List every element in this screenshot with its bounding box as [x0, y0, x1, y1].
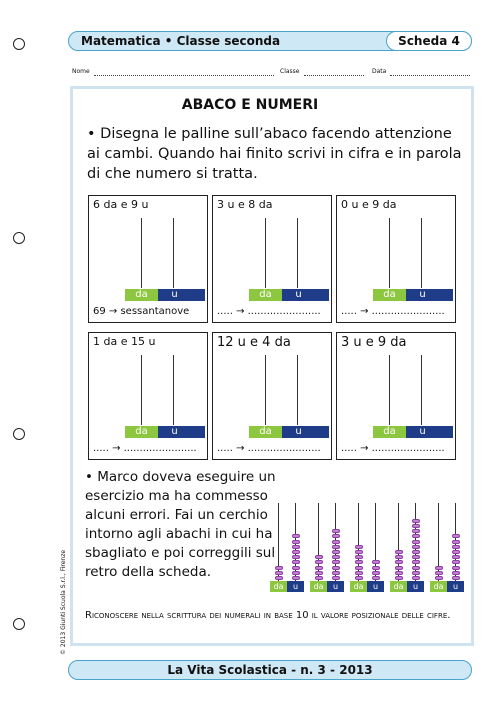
abacus-bead — [292, 566, 300, 570]
small-abacus-base — [310, 581, 344, 592]
abacus-rod-da — [389, 218, 390, 288]
classe-label: Classe — [280, 68, 300, 75]
base-filler — [191, 426, 205, 438]
abacus-rod-da — [141, 218, 142, 288]
abacus-label: 3 u e 8 da — [217, 198, 273, 211]
abacus-bead — [435, 566, 443, 570]
abacus-bead — [435, 576, 443, 580]
abacus-answer[interactable]: ..... → ....................... — [341, 306, 445, 317]
abacus-bead — [332, 571, 340, 575]
abacus-box[interactable] — [336, 332, 456, 460]
abacus-rod-u — [297, 218, 298, 288]
error-abacus[interactable] — [310, 498, 344, 593]
abacus-bead — [292, 534, 300, 538]
page-title: ABACO E NUMERI — [181, 97, 319, 113]
abacus-bead — [355, 560, 363, 564]
abacus-bead — [332, 555, 340, 559]
abacus-bead — [292, 571, 300, 575]
abacus-rod-u — [421, 218, 422, 288]
abacus-bead — [292, 540, 300, 544]
abacus-bead — [332, 566, 340, 570]
abacus-box[interactable] — [336, 195, 456, 323]
abacus-bead — [332, 540, 340, 544]
abacus-bead — [355, 571, 363, 575]
abacus-base — [125, 289, 205, 301]
abacus-bead — [452, 576, 460, 580]
small-base-da: da — [270, 581, 287, 592]
small-abacus-base — [270, 581, 304, 592]
abacus-base — [249, 426, 329, 438]
abacus-label: 0 u e 9 da — [341, 198, 397, 211]
small-base-u: u — [327, 581, 344, 592]
abacus-bead — [452, 566, 460, 570]
abacus-rod-u — [173, 355, 174, 425]
abacus-answer[interactable]: ..... → ....................... — [341, 443, 445, 454]
abacus-box[interactable] — [88, 332, 208, 460]
abacus-bead — [435, 571, 443, 575]
small-base-da: da — [310, 581, 327, 592]
abacus-bead — [332, 560, 340, 564]
learning-objective: Riconoscere nella scrittura dei numerali in base 10 il valore posizionale delle cifre. — [85, 610, 451, 621]
abacus-bead — [452, 545, 460, 549]
abacus-bead — [332, 545, 340, 549]
error-abacus[interactable] — [350, 498, 384, 593]
abacus-rod-u — [297, 355, 298, 425]
base-label-u: u — [282, 426, 315, 438]
small-base-u: u — [447, 581, 464, 592]
abacus-bead — [412, 540, 420, 544]
abacus-bead — [412, 529, 420, 533]
base-label-da: da — [125, 289, 158, 301]
abacus-bead — [395, 571, 403, 575]
abacus-bead — [412, 524, 420, 528]
base-label-u: u — [406, 426, 439, 438]
binder-hole-middle — [13, 232, 25, 244]
abacus-bead — [315, 576, 323, 580]
abacus-bead — [275, 576, 283, 580]
abacus-bead — [412, 534, 420, 538]
data-line — [390, 75, 470, 76]
abacus-label: 3 u e 9 da — [341, 335, 407, 350]
abacus-bead — [372, 566, 380, 570]
small-base-u: u — [407, 581, 424, 592]
abacus-bead — [452, 540, 460, 544]
binder-hole-top — [13, 38, 25, 50]
abacus-rod-da — [141, 355, 142, 425]
instruction-text: • Disegna le palline sull’abaco facendo attenzione ai cambi. Quando hai finito scrivi in cifra e in parola di che numero si tratta. — [87, 126, 462, 182]
abacus-bead — [292, 555, 300, 559]
small-base-u: u — [287, 581, 304, 592]
abacus-rod-u — [173, 218, 174, 288]
abacus-bead — [275, 571, 283, 575]
abacus-bead — [412, 576, 420, 580]
exercise-two-text: • Marco doveva eseguire un esercizio ma ha commesso alcuni errori. Fai un cerchio intorno agli abachi in cui ha sbagliato e poi correggili sul retro della scheda. — [85, 469, 276, 580]
small-base-da: da — [430, 581, 447, 592]
abacus-base — [249, 289, 329, 301]
abacus-answer[interactable]: ..... → ....................... — [217, 443, 321, 454]
abacus-bead — [292, 550, 300, 554]
abacus-bead — [452, 560, 460, 564]
small-abacus-base — [350, 581, 384, 592]
base-label-u: u — [282, 289, 315, 301]
error-abaci-row — [270, 498, 470, 593]
abacus-box[interactable] — [88, 195, 208, 323]
base-label-da: da — [373, 289, 406, 301]
abacus-bead — [292, 545, 300, 549]
classe-line — [304, 75, 364, 76]
abacus-base — [373, 426, 453, 438]
abacus-rod-da — [265, 355, 266, 425]
abacus-label: 1 da e 15 u — [93, 335, 156, 348]
base-filler — [315, 289, 329, 301]
base-label-da: da — [249, 289, 282, 301]
abacus-bead — [395, 555, 403, 559]
abacus-bead — [292, 576, 300, 580]
base-label-u: u — [158, 426, 191, 438]
small-abacus-base — [390, 581, 424, 592]
abacus-box[interactable] — [212, 332, 332, 460]
abacus-bead — [332, 529, 340, 533]
abacus-bead — [412, 519, 420, 523]
abacus-bead — [372, 571, 380, 575]
abacus-bead — [332, 550, 340, 554]
abacus-base — [125, 426, 205, 438]
base-filler — [439, 289, 453, 301]
abacus-bead — [412, 566, 420, 570]
abacus-rod-u — [421, 355, 422, 425]
nome-line — [94, 75, 274, 76]
base-label-da: da — [373, 426, 406, 438]
error-abacus[interactable] — [270, 498, 304, 593]
abacus-bead — [332, 534, 340, 538]
abacus-bead — [395, 550, 403, 554]
abacus-rod-da — [265, 218, 266, 288]
abacus-bead — [315, 555, 323, 559]
abacus-answer[interactable]: ..... → ....................... — [217, 306, 321, 317]
abacus-bead — [395, 576, 403, 580]
worksheet-number: Scheda 4 — [386, 31, 472, 51]
binder-hole-bottom — [13, 618, 25, 630]
binder-hole-lower — [13, 428, 25, 440]
abacus-bead — [412, 555, 420, 559]
data-label: Data — [372, 68, 387, 75]
abacus-box[interactable] — [212, 195, 332, 323]
base-label-da: da — [249, 426, 282, 438]
abacus-bead — [355, 555, 363, 559]
abacus-bead — [355, 566, 363, 570]
base-filler — [315, 426, 329, 438]
page-header — [68, 31, 472, 51]
abacus-bead — [315, 560, 323, 564]
abacus-bead — [355, 545, 363, 549]
abacus-answer[interactable]: 69 → sessantanove — [93, 306, 190, 317]
abacus-bead — [412, 571, 420, 575]
abacus-bead — [412, 550, 420, 554]
abacus-bead — [412, 560, 420, 564]
base-filler — [439, 426, 453, 438]
abacus-answer[interactable]: ..... → ....................... — [93, 443, 197, 454]
abacus-bead — [315, 571, 323, 575]
small-base-da: da — [390, 581, 407, 592]
abacus-bead — [315, 566, 323, 570]
base-label-u: u — [406, 289, 439, 301]
copyright-notice: © 2013 Giunti Scuola S.r.l., Firenze — [60, 549, 67, 655]
abacus-bead — [412, 545, 420, 549]
abacus-bead — [355, 550, 363, 554]
abacus-bead — [332, 576, 340, 580]
error-abacus[interactable] — [430, 498, 464, 593]
abacus-bead — [452, 571, 460, 575]
subject-label: Matematica • Classe seconda — [81, 34, 281, 48]
abacus-bead — [292, 560, 300, 564]
abacus-bead — [395, 560, 403, 564]
small-base-u: u — [367, 581, 384, 592]
small-base-da: da — [350, 581, 367, 592]
small-abacus-base — [430, 581, 464, 592]
abacus-bead — [395, 566, 403, 570]
error-abacus[interactable] — [390, 498, 424, 593]
abacus-label: 6 da e 9 u — [93, 198, 149, 211]
abacus-bead — [452, 555, 460, 559]
abacus-bead — [372, 576, 380, 580]
abacus-bead — [452, 550, 460, 554]
nome-label: Nome — [72, 68, 90, 75]
abacus-bead — [355, 576, 363, 580]
base-label-da: da — [125, 426, 158, 438]
abacus-bead — [275, 566, 283, 570]
base-filler — [191, 289, 205, 301]
page-footer: La Vita Scolastica - n. 3 - 2013 — [68, 660, 472, 680]
base-label-u: u — [158, 289, 191, 301]
abacus-base — [373, 289, 453, 301]
abacus-bead — [372, 560, 380, 564]
abacus-label: 12 u e 4 da — [217, 335, 291, 350]
abacus-rod-da — [389, 355, 390, 425]
abacus-bead — [452, 534, 460, 538]
